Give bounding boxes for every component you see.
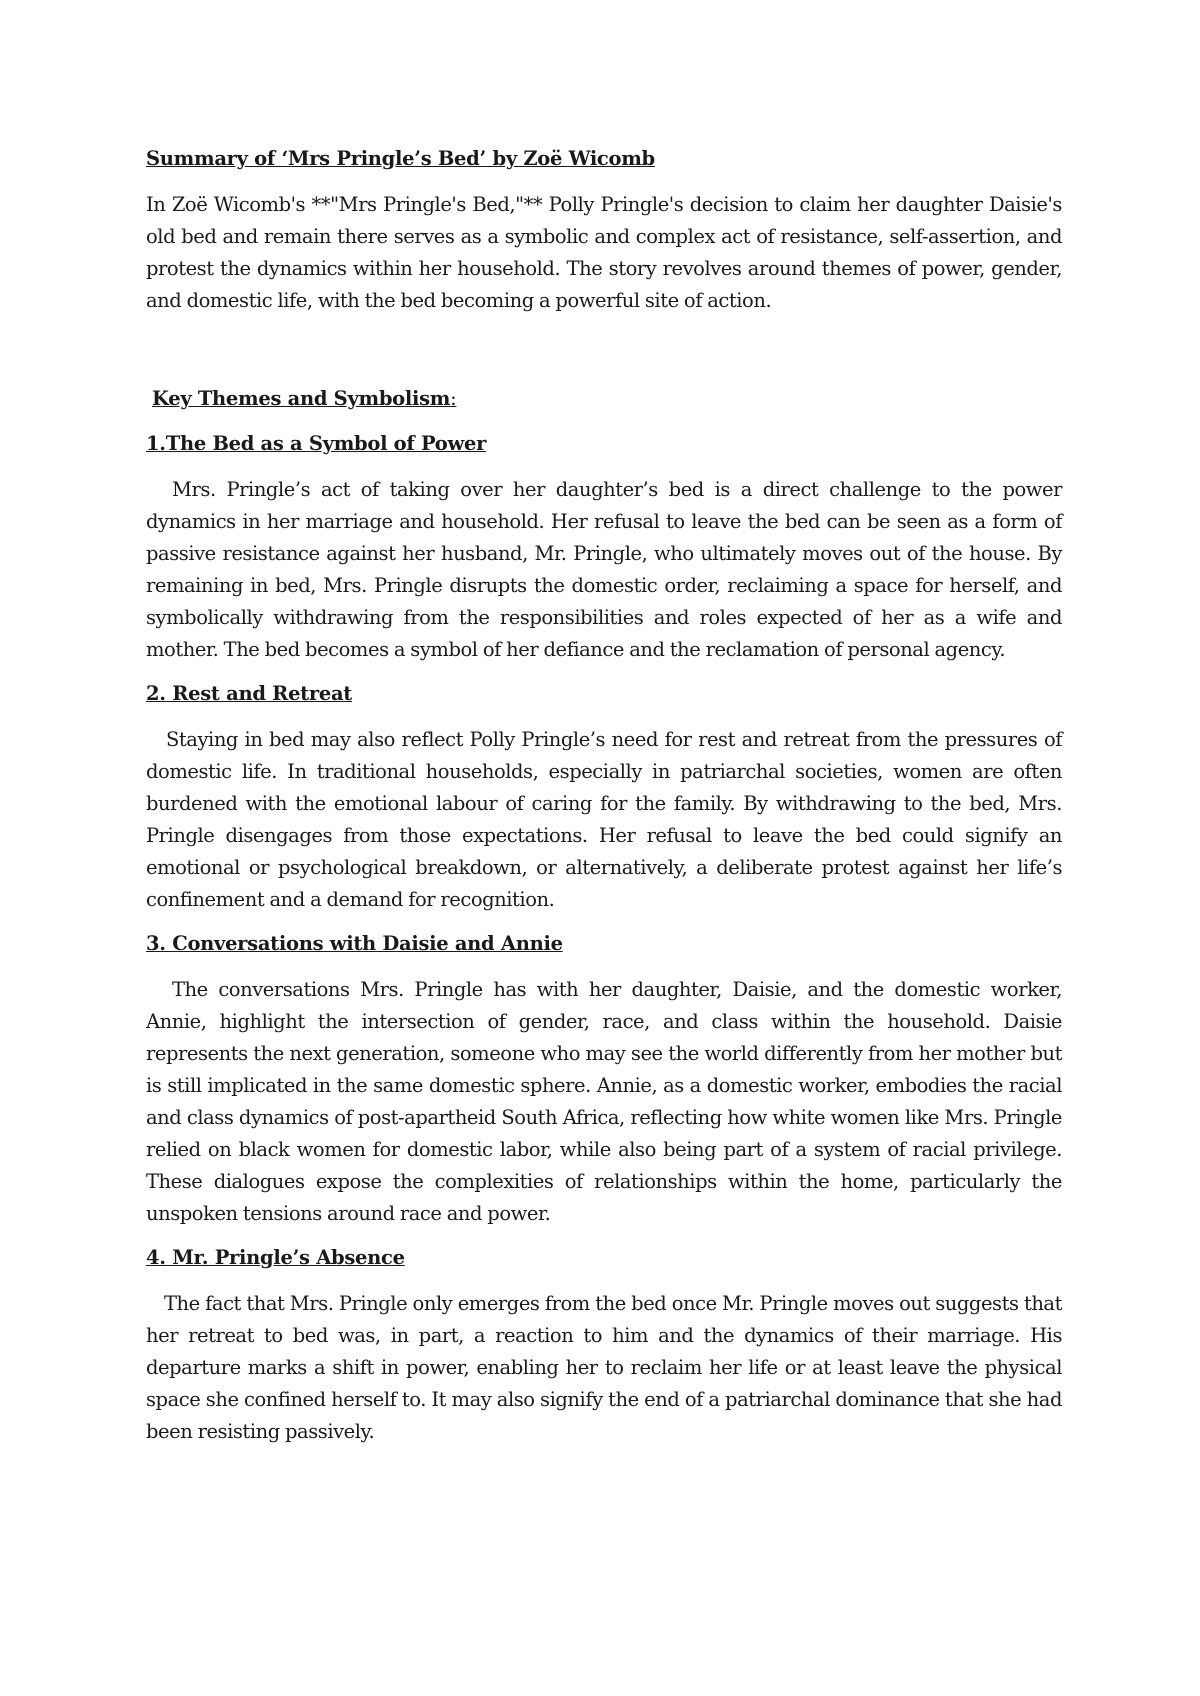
section-heading-absence: 4. Mr. Pringle’s Absence [146, 1246, 405, 1269]
key-themes-heading [152, 384, 1062, 414]
key-themes-heading-text: Key Themes and Symbolism [152, 387, 451, 410]
document-title: Summary of ‘Mrs Pringle’s Bed’ by Zoë Wicomb [146, 147, 655, 170]
intro-paragraph: In Zoë Wicomb's **"Mrs Pringle's Bed,"** Polly Pringle's decision to claim her daughter Daisie's old bed and remain there serves as a symbolic and complex act of resistance, self-assertion, and protest the dynamics within her household. The story revolves around themes of power, gender, and domestic life, with the bed becoming a powerful site of action. [146, 193, 1062, 312]
document-page [146, 144, 1062, 1448]
section-heading-rest-retreat: 2. Rest and Retreat [146, 682, 353, 705]
section-body-conversations: The conversations Mrs. Pringle has with her daughter, Daisie, and the domestic worker, Annie, highlight the intersection of gender, race, and class within the household. Daisie represents the next generation, someone who may see the world differently from her mother but is still implicated in the same domestic sphere. Annie, as a domestic worker, embodies the racial and class dynamics of post-apartheid South Africa, reflecting how white women like Mrs. Pringle relied on black women for domestic labor, while also being part of a system of racial privilege. These dialogues expose the complexities of relationships within the home, particularly the unspoken tensions around race and power. [146, 978, 1062, 1225]
section-body-rest-retreat: Staying in bed may also reflect Polly Pringle’s need for rest and retreat from the pressures of domestic life. In traditional households, especially in patriarchal societies, women are often burdened with the emotional labour of caring for the family. By withdrawing to the bed, Mrs. Pringle disengages from those expectations. Her refusal to leave the bed could signify an emotional or psychological breakdown, or alternatively, a deliberate protest against her life’s confinement and a demand for recognition. [146, 728, 1062, 911]
section-heading-bed-power: 1.The Bed as a Symbol of Power [146, 432, 487, 455]
section-body-bed-power: Mrs. Pringle’s act of taking over her daughter’s bed is a direct challenge to the power dynamics in her marriage and household. Her refusal to leave the bed can be seen as a form of passive resistance against her husband, Mr. Pringle, who ultimately moves out of the house. By remaining in bed, Mrs. Pringle disrupts the domestic order, reclaiming a space for herself, and symbolically withdrawing from the responsibilities and roles expected of her as a wife and mother. The bed becomes a symbol of her defiance and the reclamation of personal agency. [146, 478, 1062, 661]
key-themes-colon: : [450, 387, 457, 410]
section-heading-conversations: 3. Conversations with Daisie and Annie [146, 932, 563, 955]
section-body-absence: The fact that Mrs. Pringle only emerges from the bed once Mr. Pringle moves out suggests that her retreat to bed was, in part, a reaction to him and the dynamics of their marriage. His departure marks a shift in power, enabling her to reclaim her life or at least leave the physical space she confined herself to. It may also signify the end of a patriarchal dominance that she had been resisting passively. [146, 1292, 1062, 1443]
